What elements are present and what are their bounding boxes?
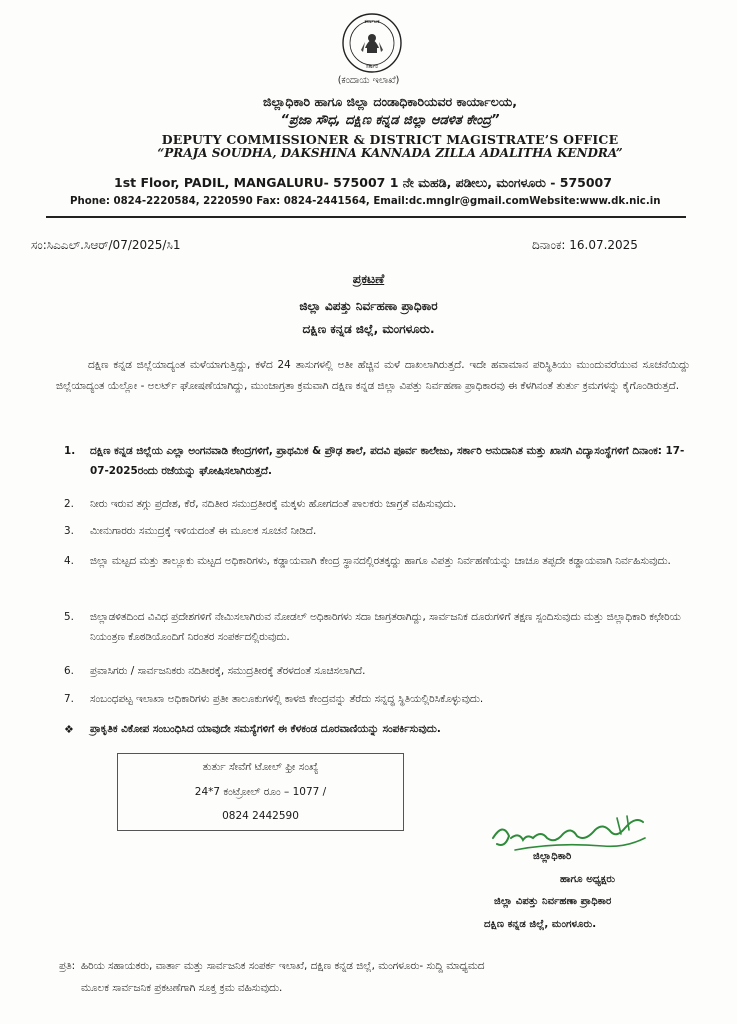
list-item-text: ಮೀನುಗಾರರು ಸಮುದ್ರಕ್ಕೆ ಇಳಿಯದಂತೆ ಈ ಮೂಲಕ ಸೂಚನೆ ನೀಡಿದೆ. [90,525,317,537]
list-item-number: 4. [64,555,74,567]
list-item-text: ದಕ್ಷಿಣ ಕನ್ನಡ ಜಿಲ್ಲೆಯ ಎಲ್ಲಾ ಅಂಗನವಾಡಿ ಕೇಂದ್ರಗಳಿಗೆ, ಪ್ರಾಥಮಿಕ & ಪ್ರೌಢ ಶಾಲೆ, ಪದವಿ ಪೂರ್ವ ಕಾಲೇಜು, ಸರ್ಕಾರಿ ಅನುದಾನಿತ ಮತ್ತು ಖಾಸಗಿ ವಿದ್ಯಾಸಂಸ್ಥೆಗಳಿಗೆ ದಿನಾಂಕ: 17-07-2025ರಂದು ರಜೆಯನ್ನು ಘೋಷಿಸಲಾಗಿರುತ್ತದೆ. [90,445,685,477]
signatory-authority: ಜಿಲ್ಲಾ ವಿಪತ್ತು ನಿರ್ವಹಣಾ ಪ್ರಾಧಿಕಾರ [494,896,612,907]
list-item [64,441,694,481]
intro-paragraph: ದಕ್ಷಿಣ ಕನ್ನಡ ಜಿಲ್ಲೆಯಾದ್ಯಂತ ಮಳೆಯಾಗುತ್ತಿದ್ದು, ಕಳೆದ 24 ತಾಸುಗಳಲ್ಲಿ ಅತೀ ಹೆಚ್ಚಿನ ಮಳೆ ದಾಖಲಾಗಿರುತ್ತದೆ. ಇದೇ ಹವಾಮಾನ ಪರಿಸ್ಥಿತಿಯು ಮುಂದುವರೆಯುವ ಸೂಚನೆಯಿದ್ದು ಜಿಲ್ಲೆಯಾದ್ಯಂತ ಯೆಲ್ಲೋ - ಅಲರ್ಟ್ ಘೋಷಣೆಯಾಗಿದ್ದು, ಮುಂಜಾಗ್ರತಾ ಕ್ರಮವಾಗಿ ದಕ್ಷಿಣ ಕನ್ನಡ ಜಿಲ್ಲಾ ವಿಪತ್ತು ನಿರ್ವಹಣಾ ಪ್ರಾಧಿಕಾರವು ಈ ಕೆಳಗಿನಂತೆ ತುರ್ತು ಕ್ರಮಗಳನ್ನು ಕೈಗೊಂಡಿರುತ್ತದೆ. [56,359,690,392]
notice-title [0,271,737,287]
list-item-number: 6. [64,665,74,677]
building-name-english: “PRAJA SOUDHA, DAKSHINA KANNADA ZILLA ADALITHA KENDRA” [157,146,623,160]
list-item-text: ಜಿಲ್ಲಾ ಮಟ್ಟದ ಮತ್ತು ತಾಲ್ಲೂಕು ಮಟ್ಟದ ಅಧಿಕಾರಿಗಳು, ಕಡ್ಡಾಯವಾಗಿ ಕೇಂದ್ರ ಸ್ಥಾನದಲ್ಲಿರತಕ್ಕದ್ದು ಹಾಗೂ ವಿಪತ್ತು ನಿರ್ವಹಣೆಯನ್ನು ಚಾಚೂ ತಪ್ಪದೇ ಕಡ್ಡಾಯವಾಗಿ ನಿರ್ವಹಿಸುವುದು. [90,555,671,567]
list-item-text: ನೀರು ಇರುವ ತಗ್ಗು ಪ್ರದೇಶ, ಕೆರೆ, ನದಿತೀರ ಸಮುದ್ರತೀರಕ್ಕೆ ಮಕ್ಕಳು ಹೋಗದಂತೆ ಪಾಲಕರು ಜಾಗ್ರತೆ ವಹಿಸುವುದು. [90,498,457,510]
list-item [64,689,694,709]
helpline-box [117,753,404,831]
list-item-number: 1. [64,445,76,457]
emblem-bottom-text: ಸರ್ಕಾರ [366,64,378,70]
office-name-kannada: ಜಿಲ್ಲಾಧಿಕಾರಿ ಹಾಗೂ ಜಿಲ್ಲಾ ದಂಡಾಧಿಕಾರಿಯವರ ಕಾರ್ಯಾಲಯ, [262,94,517,109]
signatory-role: ಹಾಗೂ ಅಧ್ಯಕ್ಷರು [560,874,616,885]
helpline-instruction-text: ಪ್ರಾಕೃತಿಕ ವಿಕೋಪ ಸಂಬಂಧಿಸಿದ ಯಾವುದೇ ಸಮಸ್ಯೆಗಳಿಗೆ ಈ ಕೆಳಕಂಡ ದೂರವಾಣಿಯನ್ನು ಸಂಪರ್ಕಿಸುವುದು. [90,723,441,735]
notice-title-text: ಪ್ರಕಟಣೆ [352,271,385,286]
list-item-number: 2. [64,498,74,510]
copy-to-line-2: ಮೂಲಕ ಸಾರ್ವಜನಿಕ ಪ್ರಕಟಣೆಗಾಗಿ ಸೂಕ್ತ ಕ್ರಮ ವಹಿಸುವುದು. [81,982,283,994]
list-item [64,607,694,647]
copy-to-line-1: ಹಿರಿಯ ಸಹಾಯಕರು, ವಾರ್ತಾ ಮತ್ತು ಸಾರ್ವಜನಿಕ ಸಂಪರ್ಕ ಇಲಾಖೆ, ದಕ್ಷಿಣ ಕನ್ನಡ ಜಿಲ್ಲೆ, ಮಂಗಳೂರು- ಸುದ್ದಿ ಮಾಧ್ಯಮದ [81,960,485,972]
list-item [64,521,694,541]
department-label: (ಕಂದಾಯ ಇಲಾಖೆ) [337,75,400,86]
contact-details: Phone: 0824-2220584, 2220590 Fax: 0824-2441564, Email:dc.mnglr@gmail.comWebsite:www.dk.nic.in [70,196,661,207]
issuing-authority: ಜಿಲ್ಲಾ ವಿಪತ್ತು ನಿರ್ವಹಣಾ ಪ್ರಾಧಿಕಾರ [299,299,438,313]
list-item [64,551,694,571]
emblem-top-text: ಕರ್ನಾಟಕ [364,19,380,25]
copy-to-label: ಪ್ರತಿ: [59,960,76,972]
list-item-number: 5. [64,611,74,623]
diamond-bullet-icon: ❖ [64,723,74,736]
notice-date: ದಿನಾಂಕ: 16.07.2025 [532,238,638,252]
list-item-text: ಸಂಬಂಧಪಟ್ಟ ಇಲಾಖಾ ಅಧಿಕಾರಿಗಳು ಪ್ರತೀ ತಾಲೂಕುಗಳಲ್ಲಿ ಕಾಳಜಿ ಕೇಂದ್ರವನ್ನು ತೆರೆದು ಸನ್ನದ್ಧ ಸ್ಥಿತಿಯಲ್ಲಿರಿಸಿಕೊಳ್ಳುವುದು. [90,693,484,705]
signatory-place: ದಕ್ಷಿಣ ಕನ್ನಡ ಜಿಲ್ಲೆ, ಮಂಗಳೂರು. [484,919,597,930]
reference-number: ಸಂ:ಸಿಎಎಲ್.ಸಿಆರ್/07/2025/ಸಿ1 [31,238,181,252]
list-item-text: ಪ್ರವಾಸಿಗರು / ಸಾರ್ವಜನಿಕರು ನದಿತೀರಕ್ಕೆ, ಸಮುದ್ರತೀರಕ್ಕೆ ತೆರಳದಂತೆ ಸೂಚಿಸಲಾಗಿದೆ. [90,665,366,677]
list-item [64,661,694,681]
copy-to-section [59,955,699,999]
list-item-text: ಜಿಲ್ಲಾಡಳಿತದಿಂದ ವಿವಿಧ ಪ್ರದೇಶಗಳಿಗೆ ನೇಮಿಸಲಾಗಿರುವ ನೋಡಲ್ ಅಧಿಕಾರಿಗಳು ಸದಾ ಜಾಗ್ರತರಾಗಿದ್ದು, ಸಾರ್ವಜನಿಕ ದೂರುಗಳಿಗೆ ತಕ್ಷಣ ಸ್ಪಂದಿಸುವುದು ಮತ್ತು ಜಿಲ್ಲಾಧಿಕಾರಿ ಕಛೇರಿಯ ನಿಯಂತ್ರಣ ಕೊಠಡಿಯೊಂದಿಗೆ ನಿರಂತರ ಸಂಪರ್ಕದಲ್ಲಿರುವುದು. [90,611,681,643]
helpline-instruction [64,723,704,736]
signatory-designation: ಜಿಲ್ಲಾಧಿಕಾರಿ [533,851,572,862]
list-item-number: 7. [64,693,74,705]
list-item [64,494,694,514]
issuing-place: ದಕ್ಷಿಣ ಕನ್ನಡ ಜಿಲ್ಲೆ, ಮಂಗಳೂರು. [302,322,435,336]
office-address: 1st Floor, PADIL, MANGALURU- 575007 1 ನೇ ಮಹಡಿ, ಪಡೀಲು, ಮಂಗಳೂರು - 575007 [114,175,612,190]
helpline-phone: 0824 2442590 [222,810,299,822]
list-item-number: 3. [64,525,74,537]
helpline-title: ತುರ್ತು ಸೇವೆಗೆ ಟೋಲ್ ಫ್ರೀ ಸಂಖ್ಯೆ [202,761,319,773]
control-room-number: 24*7 ಕಂಟ್ರೋಲ್ ರೂಂ – 1077 / [194,786,327,798]
office-name-english: DEPUTY COMMISSIONER & DISTRICT MAGISTRATE’S OFFICE [161,132,619,147]
karnataka-emblem-seal [341,12,403,74]
header-divider [46,216,686,218]
building-name-kannada: “ಪ್ರಜಾ ಸೌಧ, ದಕ್ಷಿಣ ಕನ್ನಡ ಜಿಲ್ಲಾ ಆಡಳಿತ ಕೇಂದ್ರ” [280,113,500,128]
